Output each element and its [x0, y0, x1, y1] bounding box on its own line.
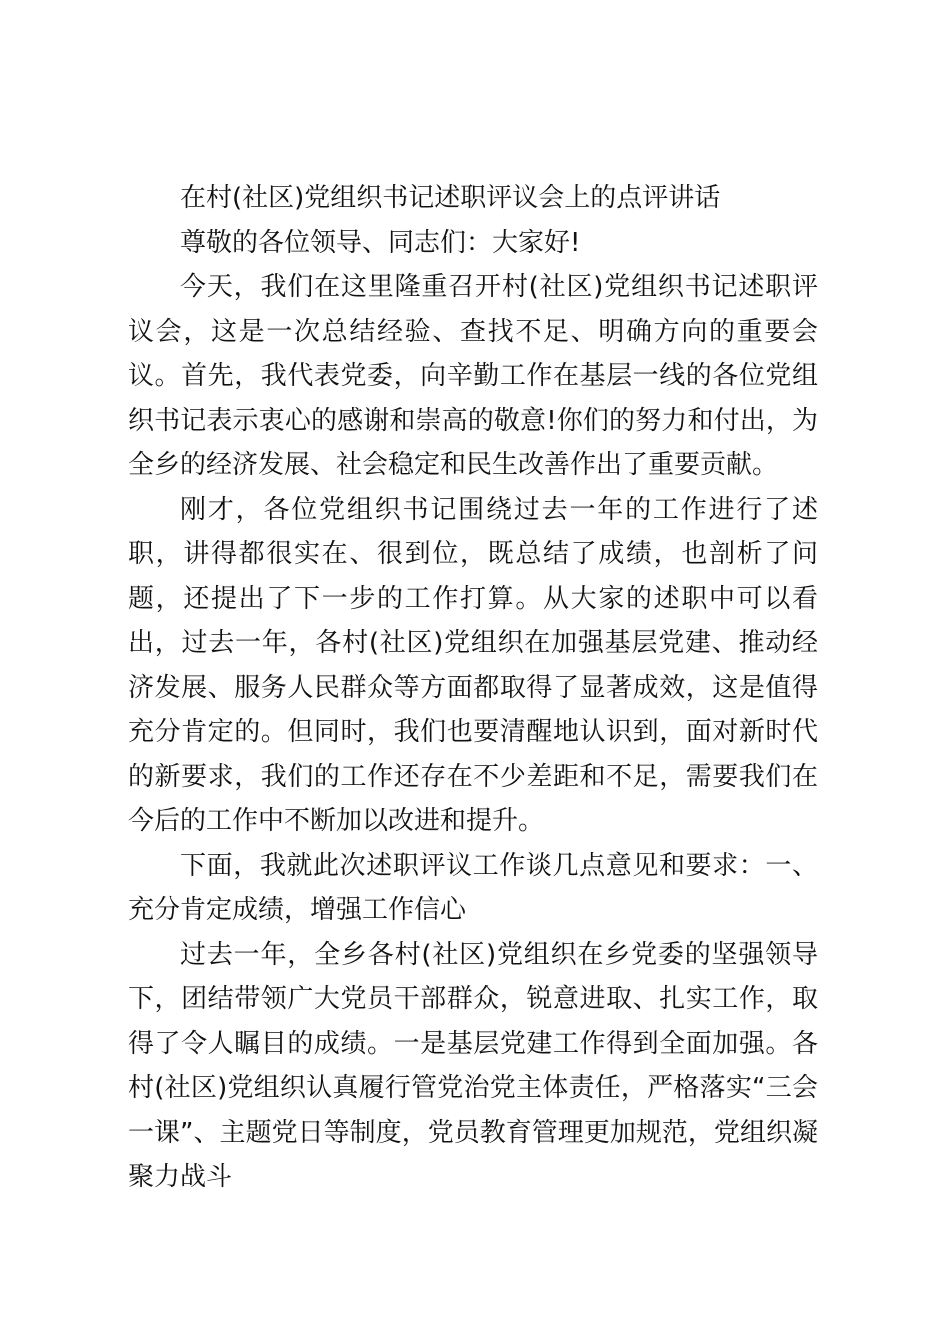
document-title: 在村(社区)党组织书记述职评议会上的点评讲话: [180, 183, 721, 213]
document-body: [128, 176, 818, 1200]
paragraph-requirements: 下面，我就此次述职评议工作谈几点意见和要求：一、充分肯定成绩，增强工作信心: [128, 850, 818, 925]
paragraph-achievements: 过去一年，全乡各村(社区)党组织在乡党委的坚强领导下，团结带领广大党员干部群众，锐意进取、扎实工作，取得了令人瞩目的成绩。一是基层党建工作得到全面加强。各村(社区)党组织认真履行管党治党主体责任，严格落实“三会一课”、主题党日等制度，党员教育管理更加规范，党组织凝聚力战斗: [128, 939, 818, 1192]
greeting-line: 尊敬的各位领导、同志们：大家好!: [180, 227, 581, 258]
paragraph-opening: 今天，我们在这里隆重召开村(社区)党组织书记述职评议会，这是一次总结经验、查找不足、明确方向的重要会议。首先，我代表党委，向辛勤工作在基层一线的各位党组织书记表示衷心的感谢和崇高的敬意!你们的努力和付出，为全乡的经济发展、社会稳定和民生改善作出了重要贡献。: [128, 272, 818, 480]
paragraph-review: 刚才，各位党组织书记围绕过去一年的工作进行了述职，讲得都很实在、很到位，既总结了成绩，也剖析了问题，还提出了下一步的工作打算。从大家的述职中可以看出，过去一年，各村(社区)党组织在加强基层党建、推动经济发展、服务人民群众等方面都取得了显著成效，这是值得充分肯定的。但同时，我们也要清醒地认识到，面对新时代的新要求，我们的工作还存在不少差距和不足，需要我们在今后的工作中不断加以改进和提升。: [128, 494, 818, 836]
